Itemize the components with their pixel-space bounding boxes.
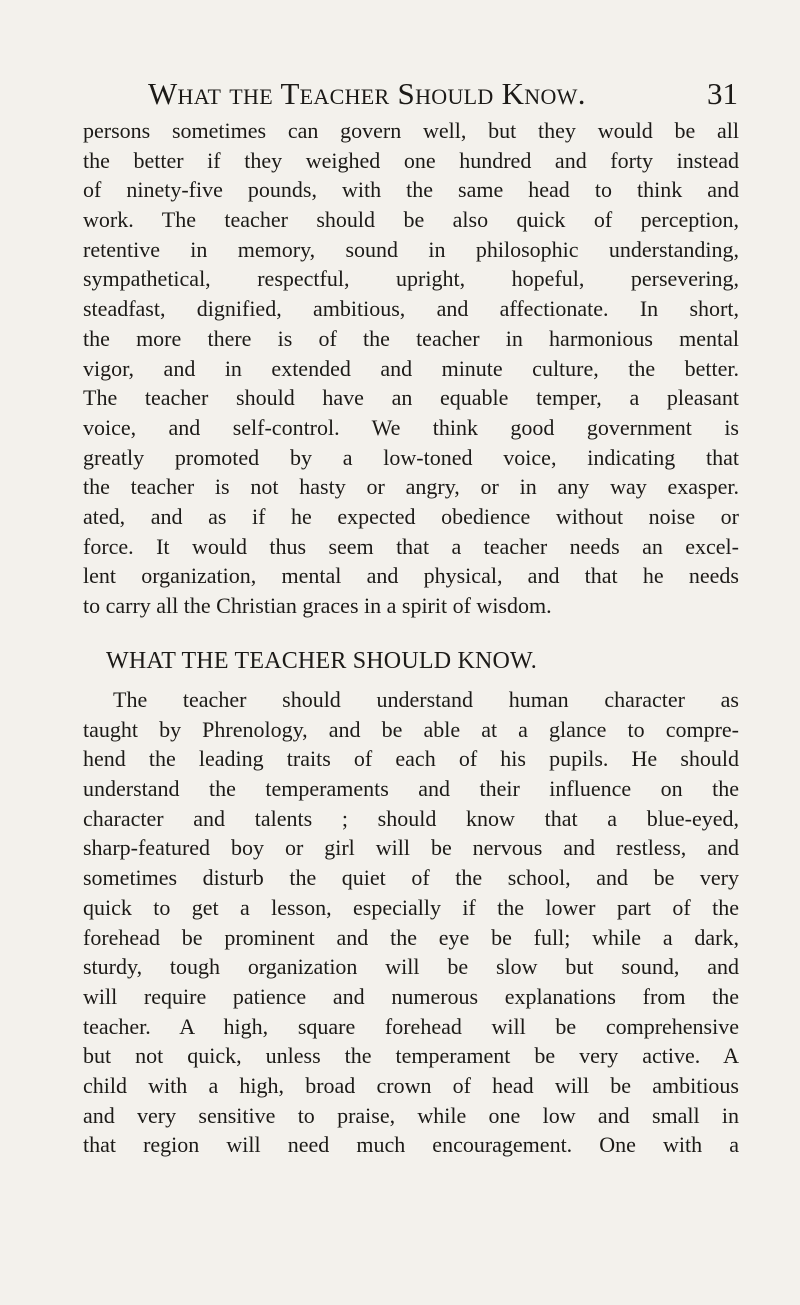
running-head: [148, 72, 738, 116]
text-line: will require patience and numerous explanations from the: [83, 983, 739, 1009]
text-line: vigor, and in extended and minute culture, the better.: [83, 355, 739, 381]
text-line: the teacher is not hasty or angry, or in any way exasper.: [83, 474, 739, 500]
running-title: What the Teacher Should Know.: [148, 76, 586, 111]
text-line: that region will need much encouragement. One with a: [83, 1132, 739, 1158]
page-number: 31: [707, 76, 738, 111]
text-line: forehead be prominent and the eye be full; while a dark,: [83, 924, 739, 950]
text-line: The teacher should have an equable temper, a pleasant: [83, 385, 739, 411]
text-line: quick to get a lesson, especially if the lower part of the: [83, 894, 739, 920]
text-line: child with a high, broad crown of head will be ambitious: [83, 1072, 739, 1098]
text-line: sometimes disturb the quiet of the school, and be very: [83, 865, 739, 891]
text-line: and very sensitive to praise, while one low and small in: [83, 1102, 739, 1128]
text-line: the more there is of the teacher in harmonious mental: [83, 325, 739, 351]
text-line: lent organization, mental and physical, and that he needs: [83, 563, 739, 589]
section-heading: WHAT THE TEACHER SHOULD KNOW.: [106, 648, 537, 674]
text-line: steadfast, dignified, ambitious, and affectionate. In short,: [83, 296, 739, 322]
text-line: The teacher should understand human character as: [113, 687, 739, 712]
text-line: to carry all the Christian graces in a spirit of wisdom.: [83, 593, 552, 618]
text-line: character and talents ; should know that a blue-eyed,: [83, 805, 739, 831]
paragraph-2: [83, 685, 739, 1160]
paragraph-1: [83, 116, 739, 621]
text-line: the better if they weighed one hundred and forty instead: [83, 147, 739, 173]
text-line: sympathetical, respectful, upright, hopeful, persevering,: [83, 266, 739, 292]
text-line: sturdy, tough organization will be slow but sound, and: [83, 954, 739, 980]
text-line: persons sometimes can govern well, but they would be all: [83, 118, 739, 143]
text-line: force. It would thus seem that a teacher needs an excel-: [83, 533, 739, 559]
text-line: understand the temperaments and their influence on the: [83, 776, 739, 802]
text-line: hend the leading traits of each of his pupils. He should: [83, 746, 739, 772]
text-line: taught by Phrenology, and be able at a glance to compre-: [83, 716, 739, 742]
text-line: of ninety-five pounds, with the same head to think and: [83, 177, 739, 203]
text-line: voice, and self-control. We think good government is: [83, 414, 739, 440]
text-line: but not quick, unless the temperament be very active. A: [83, 1043, 739, 1069]
text-line: work. The teacher should be also quick of perception,: [83, 207, 739, 233]
text-line: greatly promoted by a low-toned voice, indicating that: [83, 444, 739, 470]
text-line: retentive in memory, sound in philosophic understanding,: [83, 236, 739, 262]
text-line: teacher. A high, square forehead will be comprehensive: [83, 1013, 739, 1039]
text-line: sharp-featured boy or girl will be nervous and restless, and: [83, 835, 739, 861]
text-line: ated, and as if he expected obedience without noise or: [83, 503, 739, 529]
